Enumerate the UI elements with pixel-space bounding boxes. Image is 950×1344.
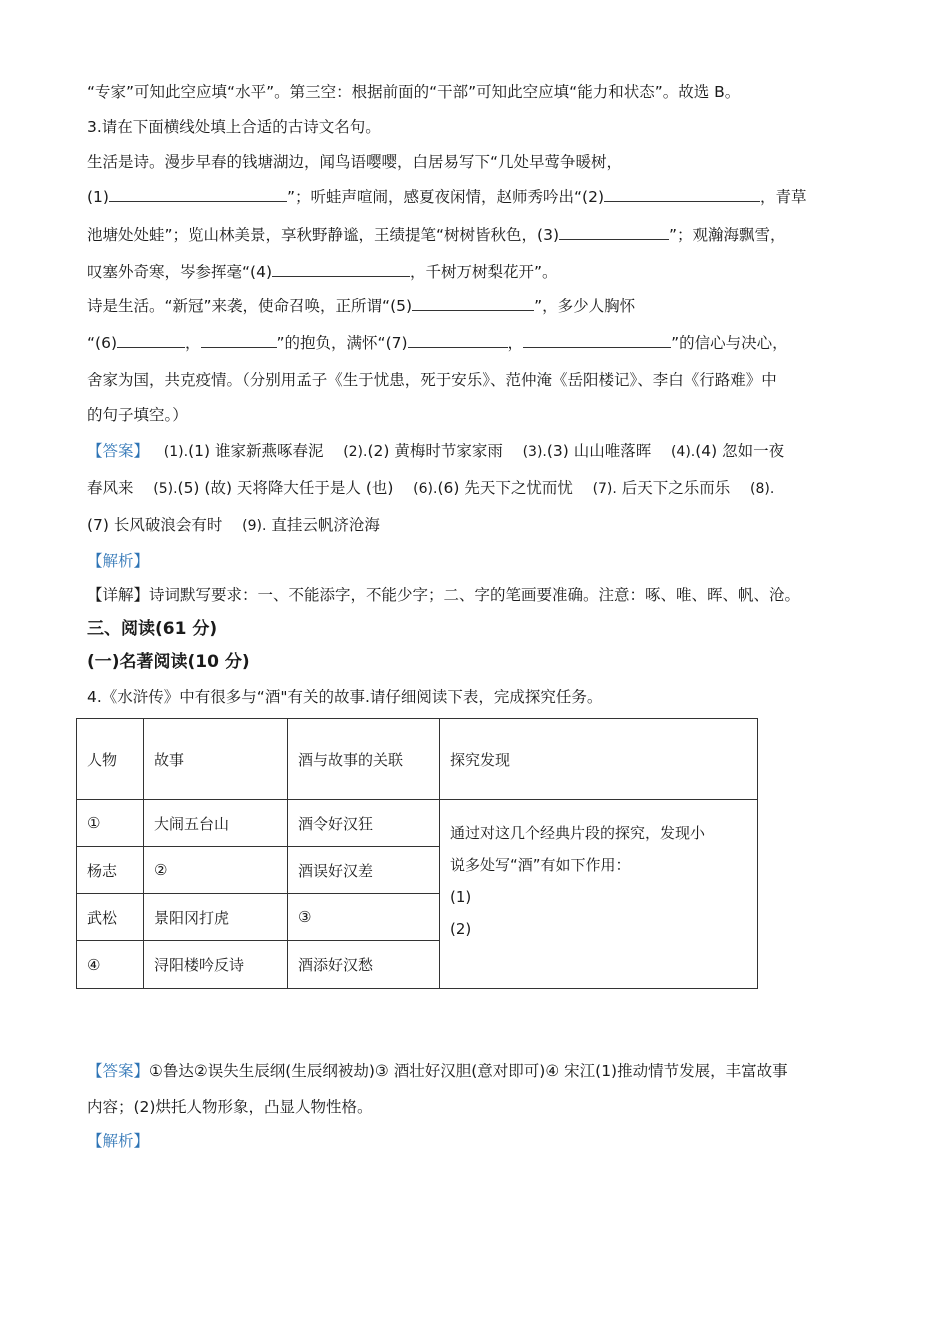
blank-2 [604, 187, 760, 202]
q3-analysis-tag: 【解析】 [87, 552, 150, 570]
table-cell: ① [77, 800, 144, 847]
table-cell: 景阳冈打虎 [144, 894, 288, 941]
blank-4 [272, 262, 410, 277]
blank-6b [201, 333, 277, 348]
q3-answer-line-2: 春风来 (5).(5) (故) 天将降大任于是人 (也) (6).(6) 先天下之忧而忧 (7). 后天下之乐而乐 (8). [87, 479, 775, 497]
q3-answer-line-3: (7) 长风破浪会有时 (9). 直挂云帆济沧海 [87, 516, 380, 534]
q3-detail: 【详解】诗词默写要求：一、不能添字，不能少字；二、字的笔画要准确。注意：啄、唯、晖、帆、沧。 [87, 586, 801, 604]
table-cell: ② [144, 847, 288, 894]
table-cell: 武松 [77, 894, 144, 941]
blank-1 [109, 187, 287, 202]
q3-text-line-5: 诗是生活。“新冠”来袭，使命召唤，正所谓“(5) ”，多少人胸怀 [87, 297, 636, 315]
blank-3 [559, 225, 669, 240]
table-header-cell: 人物 [77, 719, 144, 800]
blank-7b [523, 333, 671, 348]
table-header-cell: 探究发现 [440, 719, 758, 800]
question-4-title: 4.《水浒传》中有很多与“酒"有关的故事.请仔细阅读下表，完成探究任务。 [87, 688, 603, 706]
blank-7a [408, 333, 508, 348]
q3-text-line-3: 池塘处处蛙”；览山林美景，享秋野静谧，王绩提笔“树树皆秋色，(3) ”；观瀚海飘雪， [87, 226, 786, 244]
q3-text-line-6: “(6) ， ”的抱负，满怀“(7) ， ”的信心与决心， [87, 334, 788, 352]
q3-answer-line-1: 【答案】 (1).(1) 谁家新燕啄春泥 (2).(2) 黄梅时节家家雨 (3).(3) 山山唯落晖 (4).(4) 忽如一夜 [87, 442, 785, 460]
blank-6a [117, 333, 185, 348]
table-cell: 浔阳楼吟反诗 [144, 941, 288, 989]
q3-text-line-1: 生活是诗。漫步早春的钱塘湖边，闻鸟语嘤嘤，白居易写下“几处早莺争暖树， [87, 153, 623, 171]
q3-text-line-2: (1) ”；听蛙声喧闹，感夏夜闲情，赵师秀吟出“(2) ，青草 [87, 188, 807, 206]
question-3-title: 3.请在下面横线处填上合适的古诗文名句。 [87, 118, 381, 136]
q4-table [76, 718, 758, 989]
table-cell: 大闹五台山 [144, 800, 288, 847]
q3-text-line-4: 叹塞外奇寒，岑参挥毫“(4) ，千树万树梨花开”。 [87, 263, 558, 281]
table-row [77, 800, 758, 847]
answer-tag: 【答案】 [87, 442, 150, 460]
table-cell: 杨志 [77, 847, 144, 894]
table-cell: 酒添好汉愁 [288, 941, 440, 989]
table-header-cell: 酒与故事的关联 [288, 719, 440, 800]
blank-5 [412, 296, 534, 311]
q3-text-line-7: 舍家为国，共克疫情。（分别用孟子《生于忧患，死于安乐》、范仲淹《岳阳楼记》、李白《行路难》中 [87, 371, 777, 389]
table-cell: 酒令好汉狂 [288, 800, 440, 847]
table-header-row [77, 719, 758, 800]
section-title: 三、阅读(61 分) [87, 619, 218, 639]
q4-answer-line-2: 内容；(2)烘托人物形象，凸显人物性格。 [87, 1098, 373, 1116]
table-cell: ④ [77, 941, 144, 989]
table-cell: 酒误好汉差 [288, 847, 440, 894]
q4-answer-line-1: 【答案】①鲁达②误失生辰纲(生辰纲被劫)③ 酒壮好汉胆(意对即可)④ 宋江(1)推动情节发展，丰富故事 [87, 1062, 788, 1080]
q4-analysis-tag: 【解析】 [87, 1132, 150, 1150]
table-cell: ③ [288, 894, 440, 941]
finding-cell: 通过对这几个经典片段的探究，发现小 说多处写“酒”有如下作用： (1) (2) [440, 800, 758, 989]
answer-tag: 【答案】 [87, 1062, 150, 1080]
table-header-cell: 故事 [144, 719, 288, 800]
q3-text-line-8: 的句子填空。） [87, 406, 188, 424]
prev-answer-line: “专家”可知此空应填“水平”。第三空：根据前面的“干部”可知此空应填“能力和状态”。故选 B。 [87, 83, 741, 101]
subsection-title: (一)名著阅读(10 分) [87, 652, 250, 672]
